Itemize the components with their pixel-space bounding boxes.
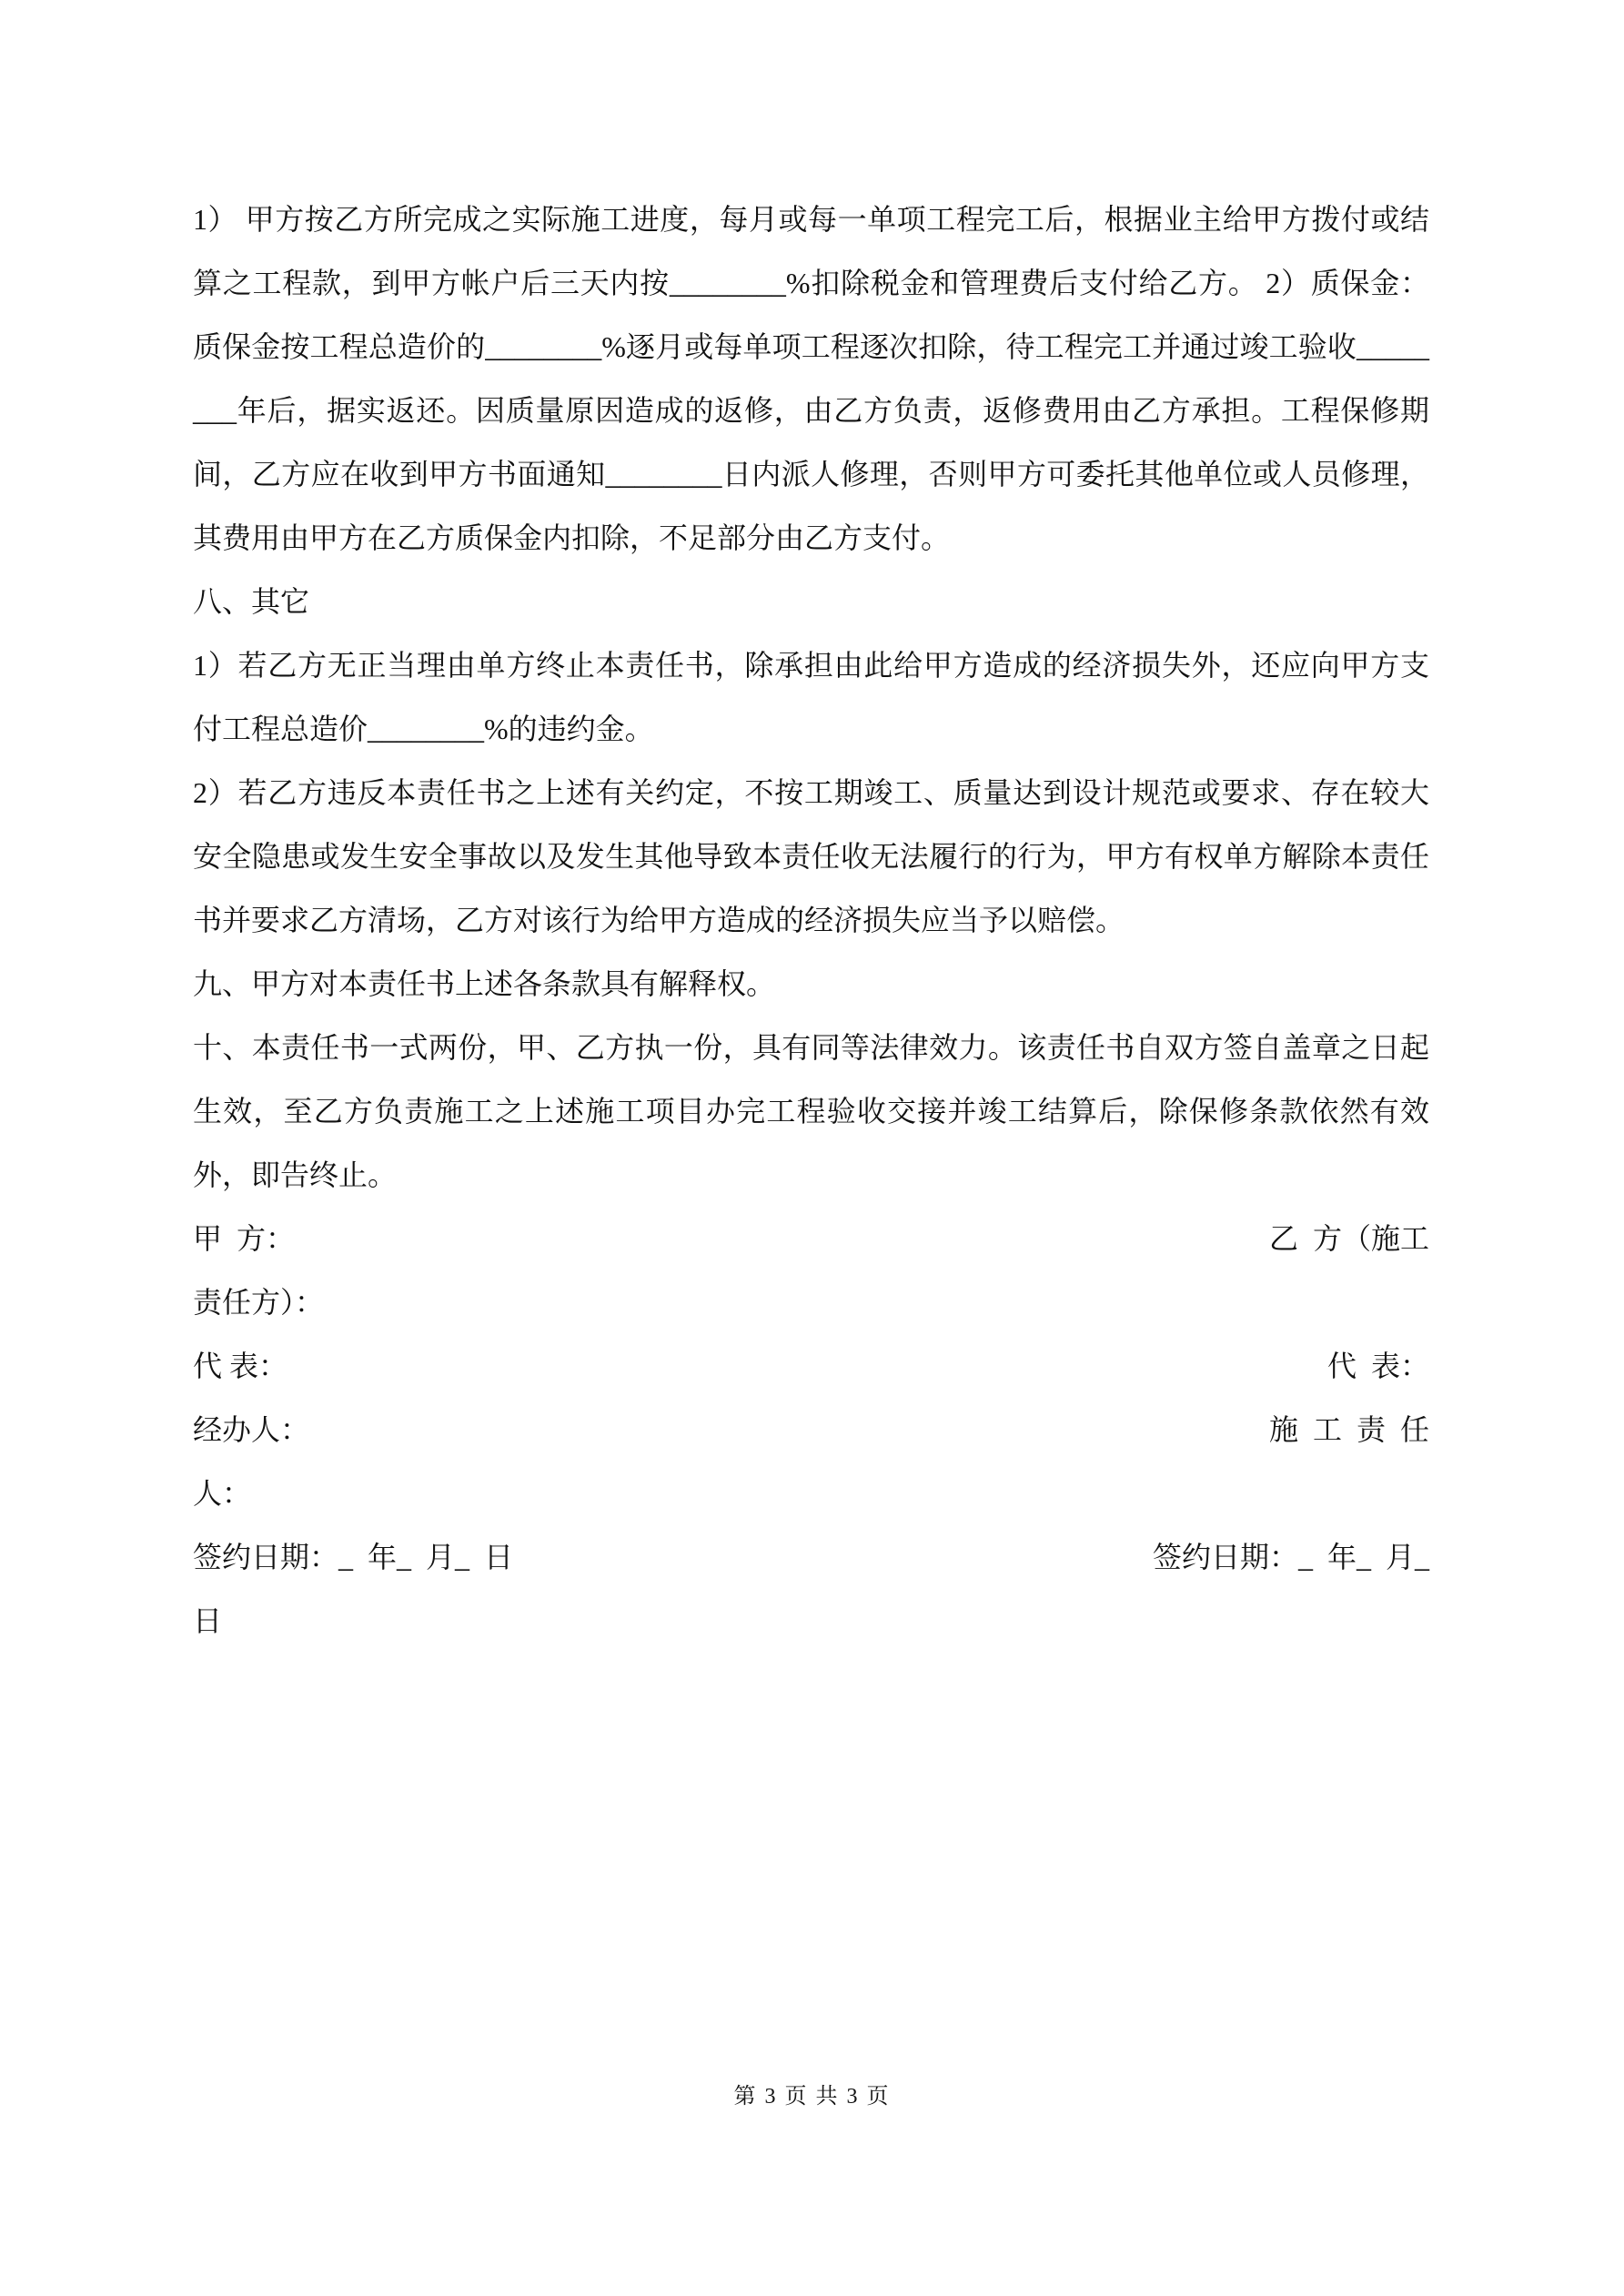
party-b-label-continued: 责任方）： (193, 1286, 325, 1319)
paragraph-8-1-breach-penalty: 1）若乙方无正当理由单方终止本责任书，除承担由此给甲方造成的经济损失外，还应向甲方支付工程总造价________%的违约金。 (193, 649, 1429, 745)
paragraph-payment-terms: 1） 甲方按乙方所完成之实际施工进度，每月或每一单项工程完工后，根据业主给甲方拨付或结算之工程款，到甲方帐户后三天内按________%扣除税金和管理费后支付给乙方。 2）质保金：质保金按工程总造价的________%逐月或每单项工程逐次扣除，待工程完工并通过竣工验收________年后，据实返还。因质量原因造成的返修，由乙方负责，返修费用由乙方承担。工程保修期间，乙方应在收到甲方书面通知________日内派人修理，否则甲方可委托其他单位或人员修理，其费用由甲方在乙方质保金内扣除，不足部分由乙方支付。 (193, 203, 1429, 554)
party-b-label: 乙 方（施工 (1268, 1222, 1429, 1255)
signature-row-dates (193, 1525, 1429, 1589)
party-a-handler-label: 经办人： (193, 1413, 310, 1446)
signature-row-date-wrap (193, 1589, 1429, 1653)
paragraph-8-2-violation: 2）若乙方违反本责任书之上述有关约定，不按工期竣工、质量达到设计规范或要求、存在较大安全隐患或发生安全事故以及发生其他导致本责任收无法履行的行为，甲方有权单方解除本责任书并要求乙方清场，乙方对该行为给甲方造成的经济损失应当予以赔偿。 (193, 776, 1429, 936)
party-a-representative-label: 代 表： (193, 1350, 288, 1382)
party-b-signing-date-label: 签约日期：_ 年_ 月_ (1152, 1541, 1429, 1573)
heading-section-8-other: 八、其它 (193, 585, 310, 618)
signature-row-party-b-wrap (193, 1270, 1429, 1334)
construction-responsible-label: 施 工 责 任 (1268, 1413, 1429, 1446)
page-number-footer: 第 3 页 共 3 页 (733, 2085, 891, 2109)
party-a-label: 甲 方： (193, 1222, 296, 1255)
construction-responsible-label-continued: 人： (193, 1477, 252, 1510)
signature-row-handlers (193, 1398, 1429, 1462)
signature-row-party-names (193, 1207, 1429, 1270)
party-a-signing-date-label: 签约日期：_ 年_ 月_ 日 (193, 1541, 514, 1573)
party-b-signing-date-continued: 日 (193, 1604, 223, 1637)
paragraph-section-10-copies: 十、本责任书一式两份，甲、乙方执一份，具有同等法律效力。该责任书自双方签自盖章之日起生效，至乙方负责施工之上述施工项目办完工程验收交接并竣工结算后，除保修条款依然有效外，即告终止。 (193, 1031, 1429, 1191)
signature-block (193, 1207, 1429, 1653)
party-b-representative-label: 代 表： (1326, 1350, 1429, 1382)
paragraph-section-9-interpretation: 九、甲方对本责任书上述各条款具有解释权。 (193, 967, 776, 1000)
signature-row-representatives (193, 1334, 1429, 1398)
signature-row-responsible-wrap (193, 1462, 1429, 1525)
